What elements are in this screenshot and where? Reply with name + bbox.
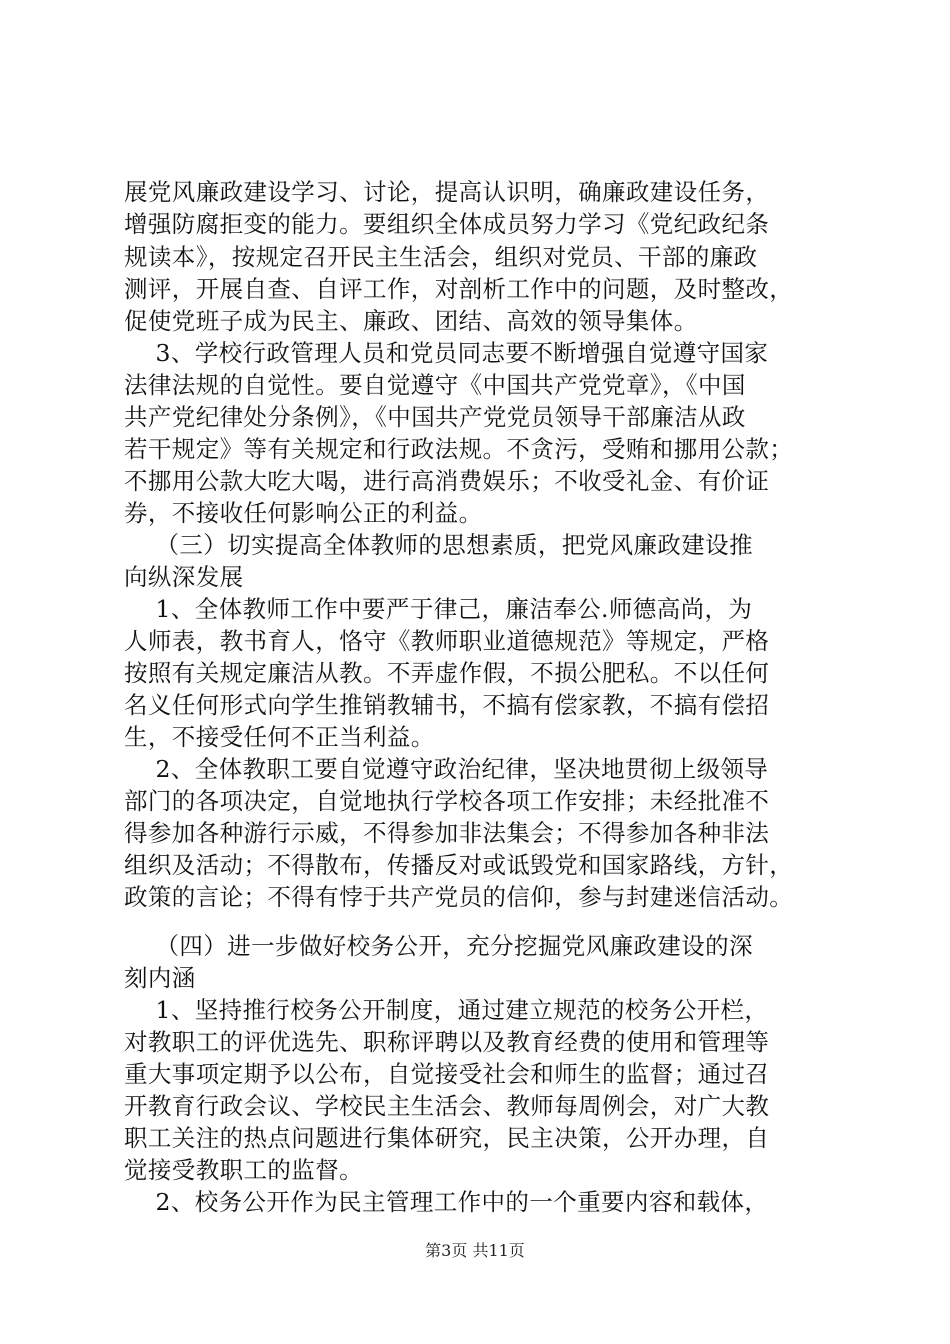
text-line: （四）进一步做好校务公开，充分挖掘党风廉政建设的深 xyxy=(124,932,753,960)
text-line: （三）切实提高全体教师的思想素质，把党风廉政建设推 xyxy=(124,531,753,559)
text-line: 2、校务公开作为民主管理工作中的一个重要内容和载体， xyxy=(124,1188,769,1216)
text-line: 展党风廉政建设学习、讨论，提高认识明，确廉政建设任务， xyxy=(124,178,770,206)
text-line: 开教育行政会议、学校民主生活会、教师每周例会，对广大教 xyxy=(124,1092,770,1120)
text-line: 共产党纪律处分条例》，《中国共产党党员领导干部廉洁从政 xyxy=(124,403,746,431)
text-line: 重大事项定期予以公布，自觉接受社会和师生的监督；通过召 xyxy=(124,1060,770,1088)
text-line: 促使党班子成为民主、廉政、团结、高效的领导集体。 xyxy=(124,307,698,335)
text-line: 人师表，教书育人，恪守《教师职业道德规范》等规定，严格 xyxy=(124,627,770,655)
text-line: 券，不接收任何影响公正的利益。 xyxy=(124,499,483,527)
text-line: 不挪用公款大吃大喝，进行高消费娱乐；不收受礼金、有价证 xyxy=(124,467,770,495)
text-line: 2、全体教职工要自觉遵守政治纪律，坚决地贯彻上级领导 xyxy=(124,755,769,783)
text-line: 若干规定》等有关规定和行政法规。不贪污，受贿和挪用公款； xyxy=(124,435,794,463)
text-line: 1、坚持推行校务公开制度，通过建立规范的校务公开栏， xyxy=(124,996,769,1024)
text-line: 政策的言论；不得有悖于共产党员的信仰，参与封建迷信活动。 xyxy=(124,883,794,911)
text-line: 对教职工的评优选先、职称评聘以及教育经费的使用和管理等 xyxy=(124,1028,770,1056)
text-line: 增强防腐拒变的能力。要组织全体成员努力学习《党纪政纪条 xyxy=(124,210,770,238)
text-line: 测评，开展自查、自评工作，对剖析工作中的问题，及时整改， xyxy=(124,275,794,303)
text-line: 觉接受教职工的监督。 xyxy=(124,1156,363,1184)
text-line: 得参加各种游行示威，不得参加非法集会；不得参加各种非法 xyxy=(124,819,770,847)
text-line: 向纵深发展 xyxy=(124,563,244,591)
text-line: 生，不接受任何不正当利益。 xyxy=(124,723,435,751)
text-line: 组织及活动；不得散布，传播反对或诋毁党和国家路线，方针， xyxy=(124,851,794,879)
text-line: 法律法规的自觉性。要自觉遵守《中国共产党党章》，《中国 xyxy=(124,371,746,399)
text-line: 1、全体教师工作中要严于律己，廉洁奉公.师德高尚，为 xyxy=(124,595,753,623)
text-line: 部门的各项决定，自觉地执行学校各项工作安排；未经批准不 xyxy=(124,787,770,815)
text-line: 3、学校行政管理人员和党员同志要不断增强自觉遵守国家 xyxy=(124,339,769,367)
text-line: 按照有关规定廉洁从教。不弄虚作假，不损公肥私。不以任何 xyxy=(124,659,770,687)
page-footer: 第3页 共11页 xyxy=(425,1241,525,1260)
text-line: 职工关注的热点问题进行集体研究，民主决策，公开办理，自 xyxy=(124,1124,770,1152)
text-line: 规读本》，按规定召开民主生活会，组织对党员、干部的廉政 xyxy=(124,243,758,271)
text-line: 刻内涵 xyxy=(124,964,196,992)
text-line: 名义任何形式向学生推销教辅书，不搞有偿家教，不搞有偿招 xyxy=(124,691,770,719)
